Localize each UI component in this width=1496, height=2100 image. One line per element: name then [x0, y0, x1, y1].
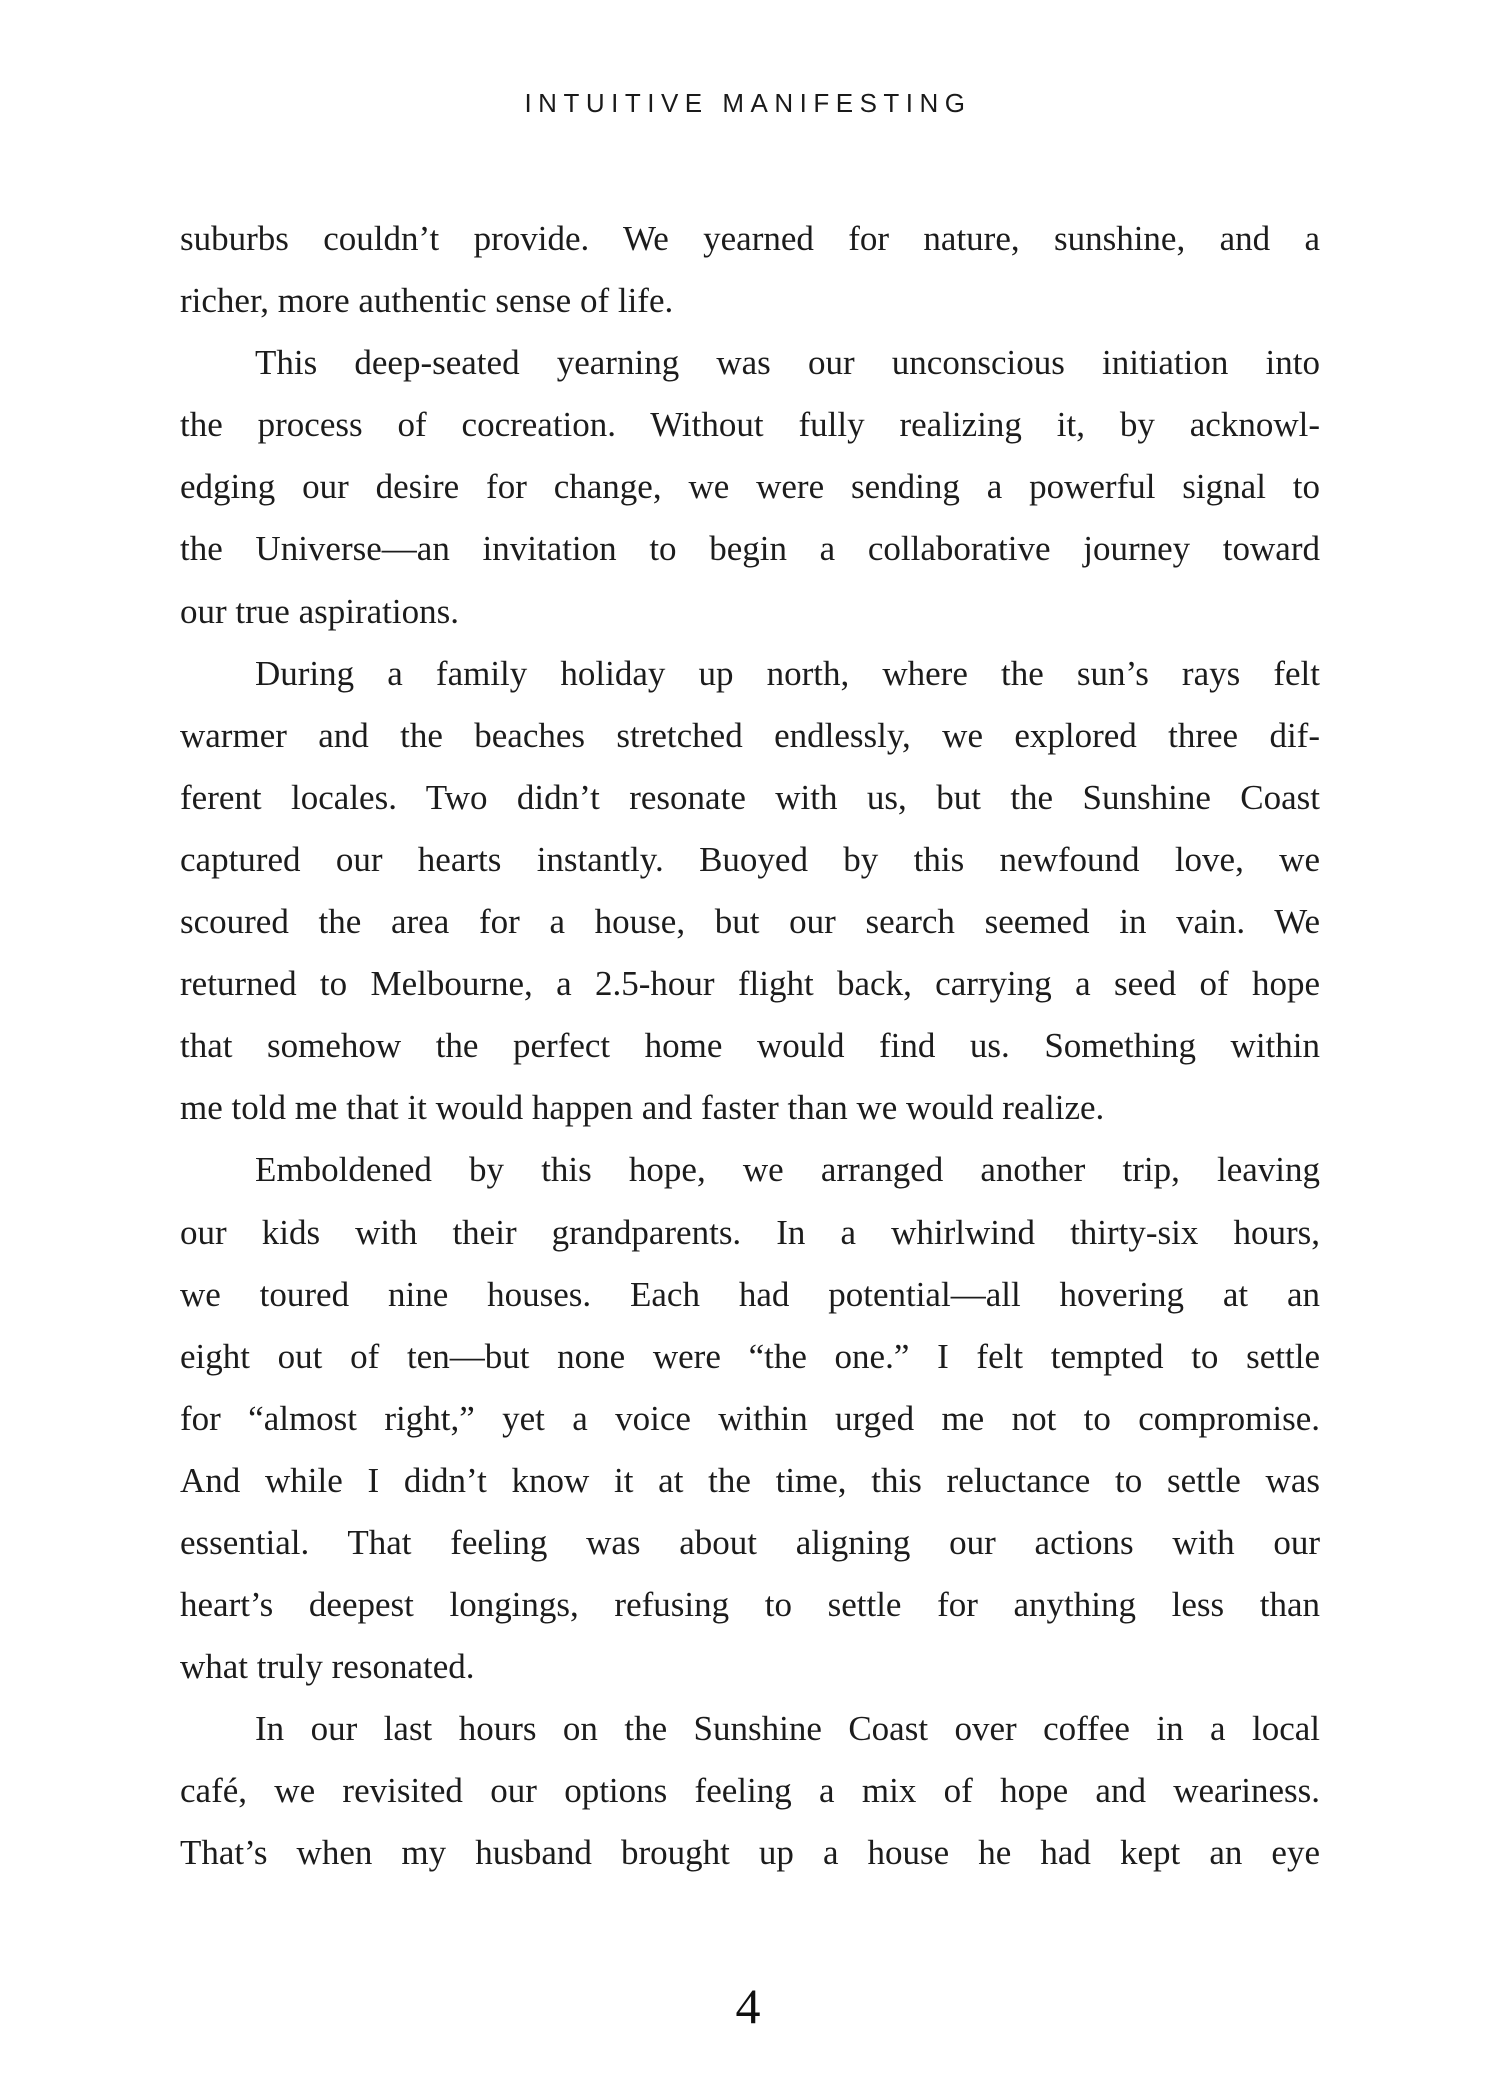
text-line: scoured the area for a house, but our search seemed in vain. We: [180, 902, 1320, 942]
text-line: our true aspirations.: [180, 591, 459, 631]
text-line: café, we revisited our options feeling a mix of hope and weariness.: [180, 1771, 1320, 1811]
page-number: 4: [735, 1978, 761, 2034]
text-line: the process of cocreation. Without fully realizing it, by acknowl-: [180, 405, 1320, 445]
text-line: eight out of ten—but none were “the one.” I felt tempted to settle: [180, 1336, 1320, 1376]
text-line: me told me that it would happen and faster than we would realize.: [180, 1088, 1105, 1128]
text-line: That’s when my husband brought up a house he had kept an eye: [180, 1833, 1320, 1873]
text-line: the Universe—an invitation to begin a collaborative journey toward: [180, 529, 1320, 569]
text-line: And while I didn’t know it at the time, this reluctance to settle was: [180, 1460, 1320, 1500]
text-line: what truly resonated.: [180, 1647, 475, 1687]
text-line: Emboldened by this hope, we arranged another trip, leaving: [255, 1150, 1320, 1190]
text-line: that somehow the perfect home would find us. Something within: [180, 1026, 1320, 1066]
text-line: edging our desire for change, we were sending a powerful signal to: [180, 467, 1320, 507]
text-line: captured our hearts instantly. Buoyed by this newfound love, we: [180, 839, 1320, 879]
page-body-text: [180, 208, 1320, 1885]
text-line: ferent locales. Two didn’t resonate with us, but the Sunshine Coast: [180, 777, 1320, 817]
text-line: we toured nine houses. Each had potential—all hovering at an: [180, 1274, 1320, 1314]
text-line: warmer and the beaches stretched endlessly, we explored three dif-: [180, 715, 1320, 755]
text-line: for “almost right,” yet a voice within urged me not to compromise.: [180, 1398, 1320, 1438]
text-line: This deep-seated yearning was our unconscious initiation into: [255, 343, 1320, 383]
text-line: heart’s deepest longings, refusing to settle for anything less than: [180, 1585, 1320, 1625]
text-line: richer, more authentic sense of life.: [180, 281, 674, 321]
text-line: our kids with their grandparents. In a whirlwind thirty-six hours,: [180, 1212, 1320, 1252]
text-line: suburbs couldn’t provide. We yearned for nature, sunshine, and a: [180, 219, 1320, 258]
running-header: INTUITIVE MANIFESTING: [524, 88, 972, 118]
text-line: essential. That feeling was about aligning our actions with our: [180, 1522, 1320, 1562]
text-line: During a family holiday up north, where the sun’s rays felt: [255, 653, 1320, 693]
text-line: returned to Melbourne, a 2.5-hour flight back, carrying a seed of hope: [180, 964, 1320, 1004]
text-line: In our last hours on the Sunshine Coast over coffee in a local: [255, 1709, 1320, 1749]
